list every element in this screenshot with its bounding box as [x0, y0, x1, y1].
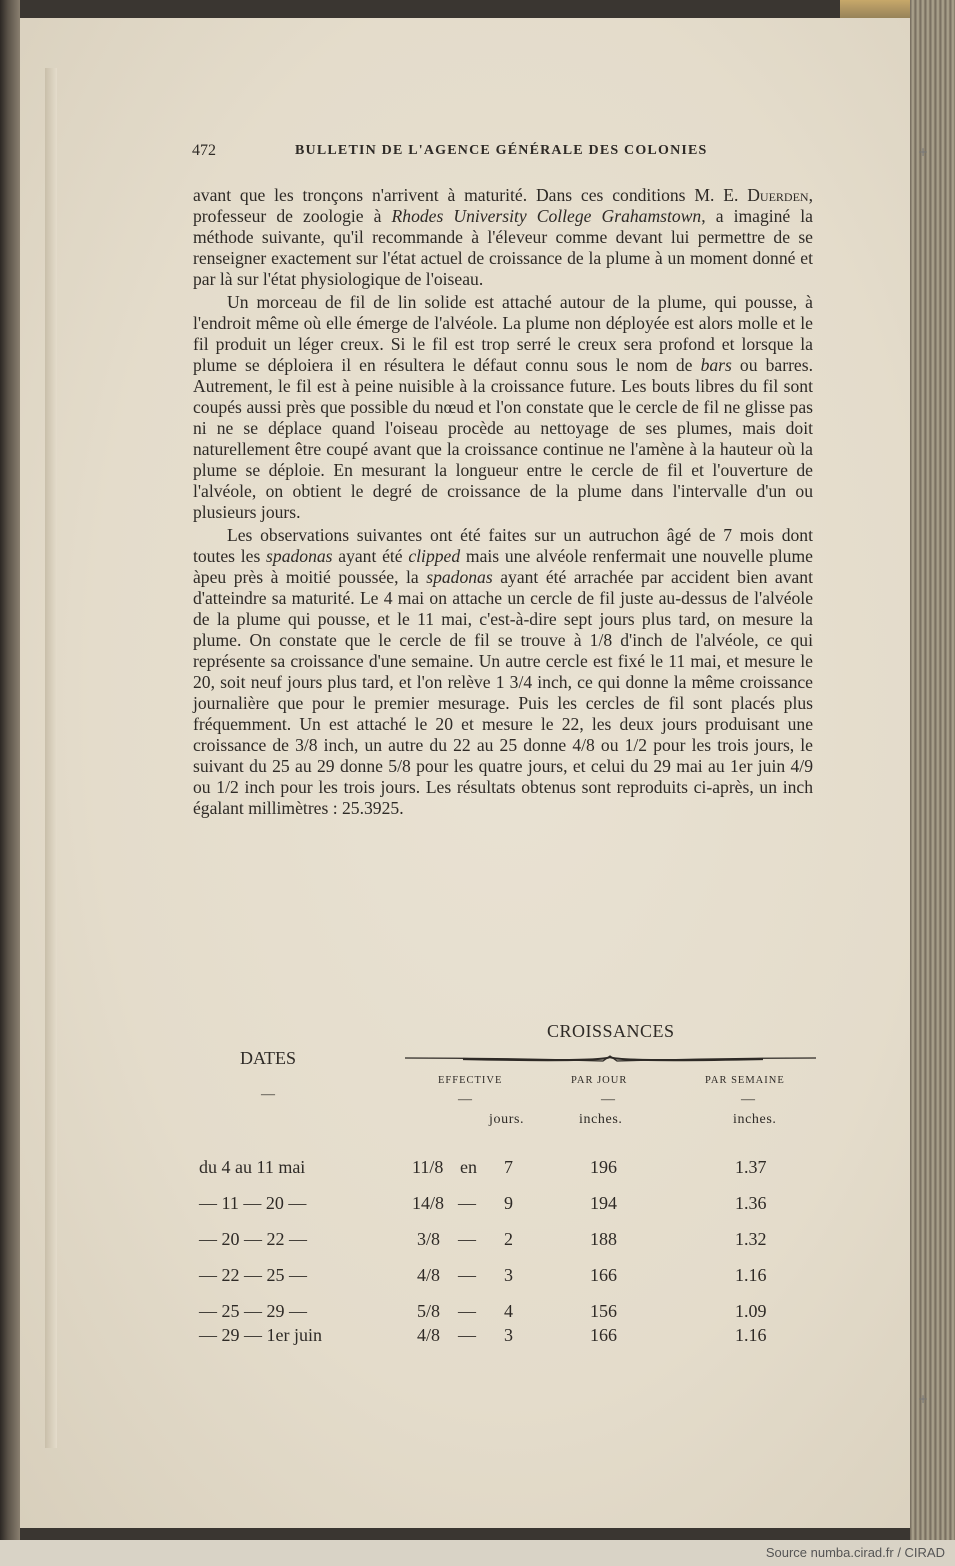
cell-dates: — 25 — 29 — [199, 1301, 307, 1321]
cell-sep: — [458, 1229, 476, 1249]
institution-name: Rhodes University College Grahamstown [391, 206, 702, 226]
cell-days: 3 [504, 1325, 513, 1345]
cell-par-jour: 188 [590, 1229, 617, 1249]
cell-days: 2 [504, 1229, 513, 1249]
text-run: mais une alvéole renfermait une nouvelle plume àpeu près à moitié poussée, la [193, 546, 813, 587]
cell-sep: — [458, 1301, 476, 1321]
source-credit: Source numba.cirad.fr / CIRAD [765, 1545, 945, 1560]
cell-par-semaine: 1.16 [735, 1265, 767, 1285]
text-run: ayant été [332, 546, 409, 566]
page-number: 472 [192, 142, 216, 159]
term-clipped: clipped [408, 546, 461, 566]
cell-dates: — 11 — 20 — [199, 1193, 307, 1213]
cell-sep: — [458, 1325, 476, 1345]
table-row [193, 1157, 818, 1187]
dash: — [458, 1092, 472, 1107]
dates-column-title: DATES [240, 1048, 297, 1068]
margin-mark: + [918, 145, 929, 159]
term-bars: bars [700, 355, 732, 375]
cell-effective: 11/8 [412, 1157, 444, 1177]
unit-jours: jours. [489, 1112, 525, 1127]
cell-par-semaine: 1.32 [735, 1229, 767, 1249]
cell-days: 9 [504, 1193, 513, 1213]
cell-effective: 14/8 [412, 1193, 445, 1213]
text-run: , professeur de zoologie à [193, 185, 813, 226]
brace-rule [403, 1050, 818, 1066]
cell-par-semaine: 1.16 [735, 1325, 767, 1345]
cell-sep: en [460, 1157, 477, 1177]
cell-par-jour: 166 [590, 1265, 617, 1285]
text-run: ou barres. Autrement, le fil est à peine nuisible à la croissance future. Les bouts libres du fil sont coupés aussi près que possible du nœud et l'on constate que le cercle de fil ne glisse pas ni ne se déplace quand l'oiseau procède au nettoyage de ses plumes, mais doit naturellement être coupé avant que la croissance continue ne l'amène à la hauteur où la plume se déploie. En mesurant la longueur entre le cercle de fil et l'ouverture de l'alvéole, on obtient le degré de croissance de la plume dans l'intervalle d'un ou plusieurs jours. [193, 355, 813, 522]
table-group-title: CROISSANCES [547, 1021, 675, 1041]
paragraph-1 [193, 185, 813, 290]
cell-par-semaine: 1.36 [735, 1193, 767, 1213]
table-row [193, 1325, 818, 1355]
col-head-par-jour: PAR JOUR [571, 1075, 628, 1086]
text-run: Un morceau de fil de lin solide est attaché autour de la plume, qui pousse, à l'endroit même où elle émerge de l'alvéole. La plume non déployée est alors molle et le fil produit un léger creux. Si le fil est trop serré le creux sera profond et lorsque la plume se déploiera il en résultera le défaut connu sous le nom de [193, 292, 813, 375]
cell-effective: 3/8 [417, 1229, 441, 1249]
dash: — [741, 1092, 755, 1107]
cell-days: 7 [504, 1157, 513, 1177]
cell-days: 4 [504, 1301, 513, 1321]
gutter-shadow [45, 68, 57, 1448]
book-page-stack [910, 0, 955, 1540]
cell-par-semaine: 1.37 [735, 1157, 767, 1177]
cell-effective: 4/8 [417, 1265, 441, 1285]
unit-inches: inches. [733, 1112, 777, 1127]
dash: — [261, 1087, 275, 1102]
col-head-par-semaine: PAR SEMAINE [705, 1075, 785, 1086]
cell-dates: — 29 — 1er juin [199, 1325, 322, 1345]
term-spadonas: spadonas [426, 567, 493, 587]
cell-dates: du 4 au 11 mai [199, 1157, 306, 1177]
cell-sep: — [458, 1193, 476, 1213]
book-spine-edge [0, 0, 20, 1540]
cell-sep: — [458, 1265, 476, 1285]
text-run: Les observations suivantes ont été faites sur un autruchon âgé de 7 mois dont toutes les [193, 525, 813, 566]
cell-par-jour: 196 [590, 1157, 617, 1177]
table-row [193, 1229, 818, 1259]
margin-mark: + [918, 1392, 929, 1406]
cell-effective: 5/8 [417, 1301, 441, 1321]
text-run: ayant été arrachée par accident bien avant d'atteindre sa maturité. Le 4 mai on attache un cercle de fil juste au-dessus de l'alvéole de la plume qui pousse, et le 11 mai, c'est-à-dire sept jours plus tard, on mesure la plume. On constate que le cercle de fil se trouve à 1/8 d'inch de l'alvéole, ce qui représente sa croissance d'une semaine. Un autre cercle est fixé le 11 mai, et mesure le 20, soit neuf jours plus tard, et l'on relève 1 3/4 inch, ce qui donne la même croissance journalière que pour le premier mesurage. Puis les cercles de fil sont placés plus fréquemment. Un est attaché le 20 et mesure le 22, les deux jours produisant une croissance de 3/8 inch, un autre du 22 au 25 donne 4/8 ou 1/2 pour les trois jours, le suivant du 25 au 29 donne 5/8 pour les quatre jours, et celui du 29 mai au 1er juin 4/9 ou 1/2 inch pour les trois jours. Les résultats obtenus sont reproduits ci-après, un inch égalant millimètres : 25.3925. [193, 567, 813, 818]
unit-inches: inches. [579, 1112, 623, 1127]
article-body [193, 185, 813, 821]
running-title: BULLETIN DE L'AGENCE GÉNÉRALE DES COLONIES [295, 143, 708, 158]
cell-days: 3 [504, 1265, 513, 1285]
cell-dates: — 22 — 25 — [199, 1265, 307, 1285]
paragraph-2 [193, 292, 813, 523]
table-row [193, 1265, 818, 1295]
term-spadonas: spadonas [266, 546, 333, 566]
author-name: Duerden [747, 185, 809, 205]
text-run: avant que les tronçons n'arrivent à maturité. Dans ces conditions M. E. [193, 185, 748, 205]
cell-dates: — 20 — 22 — [199, 1229, 307, 1249]
paragraph-3 [193, 525, 813, 819]
cell-par-semaine: 1.09 [735, 1301, 767, 1321]
table-row [193, 1193, 818, 1223]
cell-par-jour: 166 [590, 1325, 617, 1345]
cell-par-jour: 194 [590, 1193, 617, 1213]
dash: — [601, 1092, 615, 1107]
text-run: , a imaginé la méthode suivante, qu'il recommande à l'éleveur comme devant lui permettre de se renseigner exactement sur l'état actuel de croissance de la plume à un moment donné et par là sur l'état physiologique de l'oiseau. [193, 206, 813, 289]
col-head-effective: EFFECTIVE [438, 1075, 503, 1086]
cell-par-jour: 156 [590, 1301, 617, 1321]
cell-effective: 4/8 [417, 1325, 441, 1345]
